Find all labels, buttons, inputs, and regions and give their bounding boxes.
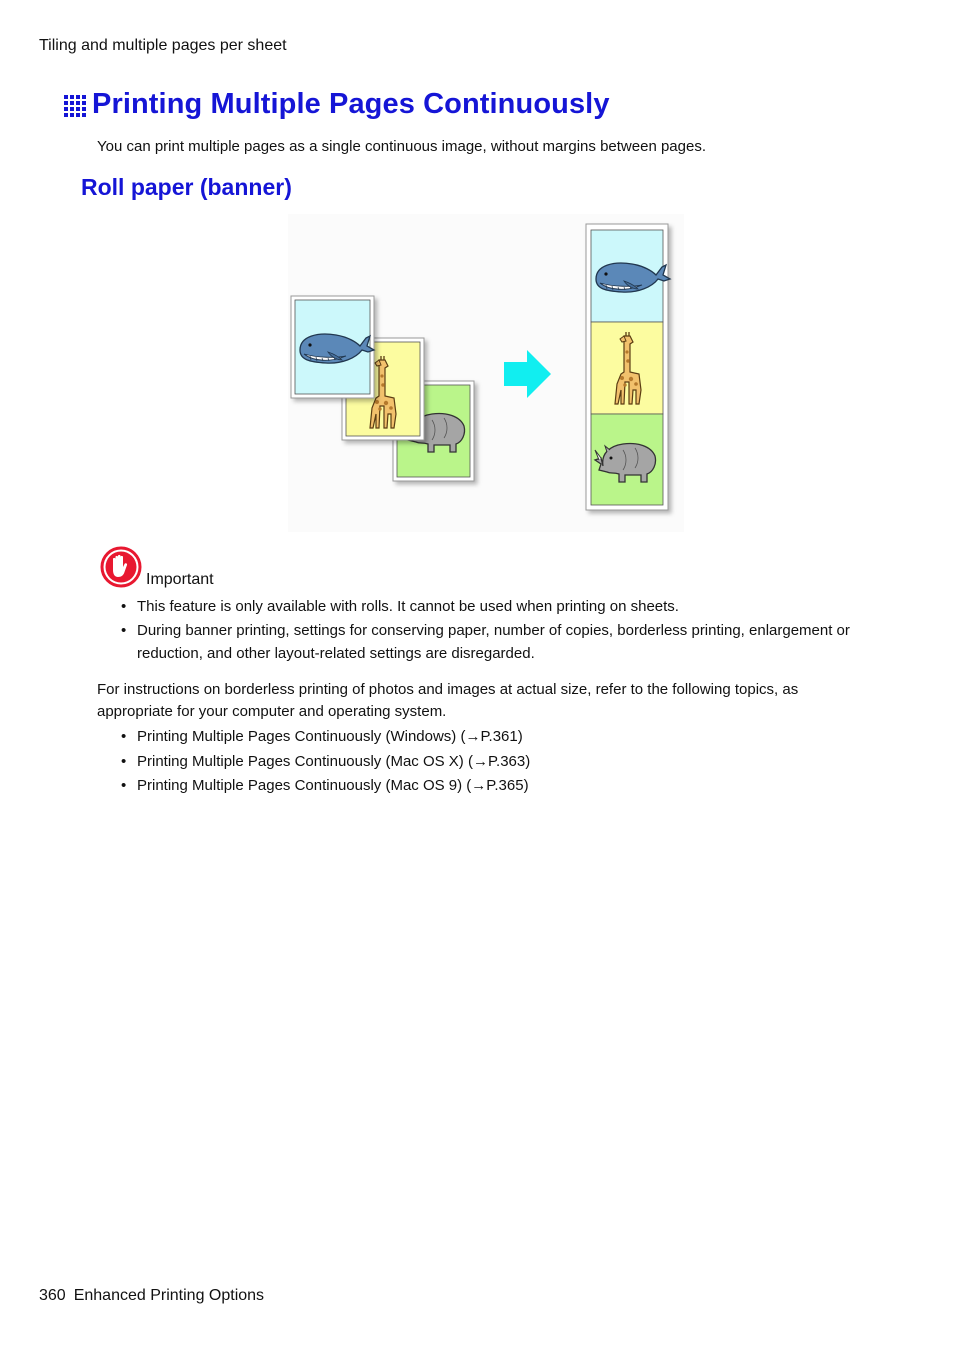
important-label: Important: [146, 571, 214, 588]
running-header: Tiling and multiple pages per sheet: [39, 37, 287, 54]
instructions-paragraph: For instructions on borderless printing of photos and images at actual size, refer to the following topics, as appropriate for your computer and operating system.: [97, 681, 799, 720]
section-title: Roll paper (banner): [81, 174, 292, 200]
important-hand-icon: [100, 546, 142, 588]
important-item: • During banner printing, settings for conserving paper, number of copies, borderless printing, enlargement or reduction, and other layout-related settings are disregarded.: [120, 619, 860, 665]
footer-section: Enhanced Printing Options: [73, 1287, 265, 1304]
topic-link-list: [120, 725, 860, 799]
topic-link-windows[interactable]: • Printing Multiple Pages Continuously (Windows) (→P.361): [120, 725, 860, 748]
topic-link-mac-os-x[interactable]: • Printing Multiple Pages Continuously (Mac OS X) (→P.363): [120, 750, 860, 773]
topic-link-mac-os-9[interactable]: • Printing Multiple Pages Continuously (Mac OS 9) (→P.365): [120, 774, 860, 797]
page-number: 360: [39, 1287, 66, 1304]
title-row: [64, 88, 610, 121]
important-item: • This feature is only available with rolls. It cannot be used when printing on sheets.: [120, 595, 860, 618]
intro-text: You can print multiple pages as a single continuous image, without margins between pages.: [97, 138, 706, 155]
grid-icon: [64, 95, 88, 119]
page-footer: [39, 1287, 264, 1305]
page-title: Printing Multiple Pages Continuously: [92, 88, 610, 120]
banner-illustration: [288, 214, 684, 532]
important-list: [120, 595, 860, 666]
